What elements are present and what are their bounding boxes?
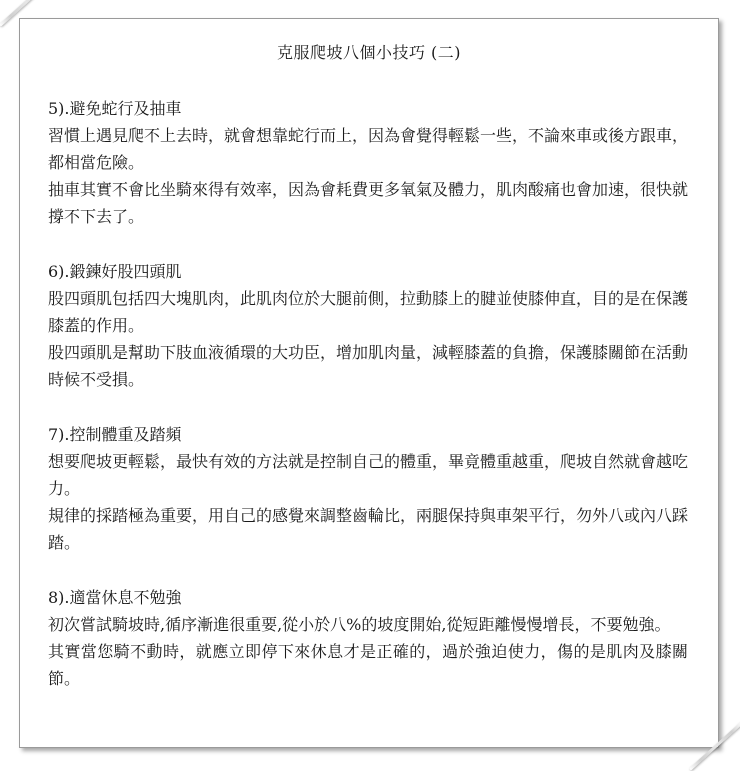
section-heading: 6).鍛鍊好股四頭肌 — [48, 262, 182, 281]
section-8 — [48, 584, 688, 692]
section-5 — [48, 95, 688, 230]
document-body — [48, 95, 688, 720]
section-paragraph: 抽車其實不會比坐騎來得有效率，因為會耗費更多氧氣及體力，肌肉酸痛也會加速，很快就撐不下去了。 — [48, 180, 689, 226]
section-paragraph: 股四頭肌是幫助下肢血液循環的大功臣，增加肌肉量，減輕膝蓋的負擔，保護膝關節在活動時候不受損。 — [48, 343, 689, 389]
section-paragraph: 想要爬坡更輕鬆，最快有效的方法就是控制自己的體重，畢竟體重越重，爬坡自然就會越吃力。 — [48, 452, 689, 498]
section-heading: 8).適當休息不勉強 — [48, 588, 182, 607]
section-paragraph: 初次嘗試騎坡時,循序漸進很重要,從小於八%的坡度開始,從短距離慢慢增長，不要勉強。 — [48, 615, 671, 634]
document-title: 克服爬坡八個小技巧 (二) — [276, 43, 462, 62]
section-paragraph: 其實當您騎不動時，就應立即停下來休息才是正確的，過於強迫使力，傷的是肌肉及膝關節。 — [48, 642, 688, 688]
section-heading: 7).控制體重及踏頻 — [48, 425, 182, 444]
section-heading: 5).避免蛇行及抽車 — [48, 99, 182, 118]
section-7 — [48, 421, 688, 556]
section-paragraph: 股四頭肌包括四大塊肌肉，此肌肉位於大腿前側，拉動膝上的腱並使膝伸直，目的是在保護膝蓋的作用。 — [48, 289, 689, 335]
section-paragraph: 習慣上遇見爬不上去時，就會想靠蛇行而上，因為會覺得輕鬆一些，不論來車或後方跟車，都相當危險。 — [48, 126, 689, 172]
section-paragraph: 規律的採踏極為重要，用自己的感覺來調整齒輪比，兩腿保持與車架平行，勿外八或內八踩踏。 — [48, 506, 689, 552]
section-6 — [48, 258, 688, 393]
